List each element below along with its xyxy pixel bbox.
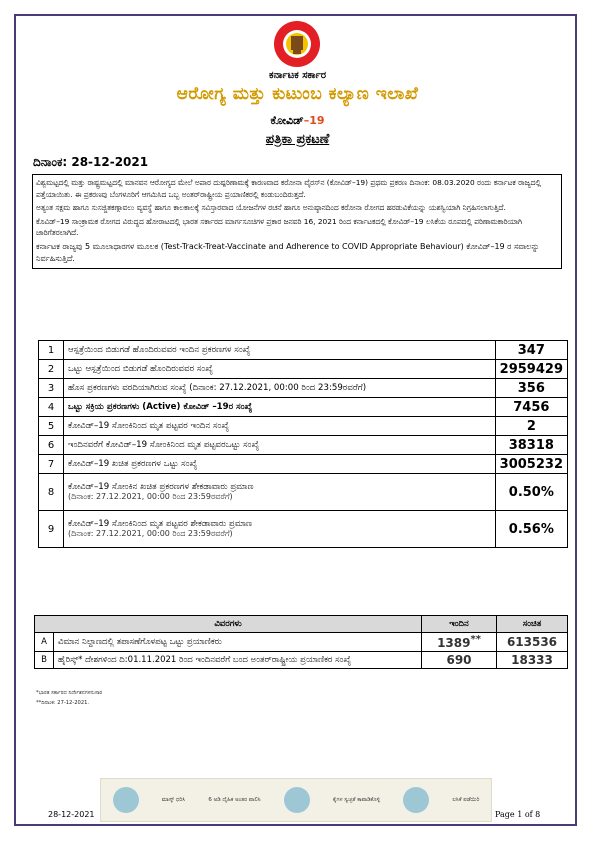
row-number: 5: [39, 417, 64, 436]
row-letter: B: [35, 652, 54, 669]
table-row: [39, 511, 568, 548]
row-letter: A: [35, 633, 54, 652]
row-number: 2: [39, 360, 64, 379]
row-description: ಕೋವಿಡ್–19 ಖಚಿತ ಪ್ರಕರಣಗಳ ಒಟ್ಟು ಸಂಖ್ಯೆ: [64, 455, 496, 474]
row-description: ಆಸ್ಪತ್ರೆಯಿಂದ ಬಿಡುಗಡೆ ಹೊಂದಿರುವವರ ಇಂದಿನ ಪ್ರಕರಣಗಳ ಸಂಖ್ಯೆ: [64, 341, 496, 360]
banner-item: 6 ಅಡಿ ದೈಹಿಕ ಅಂತರ ಪಾಲಿಸಿ: [208, 796, 261, 803]
mask-icon: [113, 787, 139, 813]
row-value: 7456: [495, 398, 567, 417]
covid-guidelines-banner: [100, 778, 492, 822]
header-cumulative: ಸಂಚಿತ: [497, 616, 568, 633]
today-mark: **: [470, 634, 481, 645]
row-value: 38318: [495, 436, 567, 455]
table-row: [35, 633, 568, 652]
page-number: Page 1 of 8: [495, 810, 541, 819]
row-description: ಹೊಸ ಪ್ರಕರಣಗಳು ವರದಿಯಾಗಿರುವ ಸಂಖ್ಯೆ (ದಿನಾಂಕ: 27.12.2021, 00:00 ರಿಂದ 23:59ರವರೆಗೆ): [64, 379, 496, 398]
row-description: [64, 474, 496, 511]
table-header-row: [35, 616, 568, 633]
row-description: ಹೈರಿಸ್ಕ್* ದೇಶಗಳಿಂದ ದಿ:01.11.2021 ರಿಂದ ಇಂದಿನವರೆಗೆ ಬಂದ ಅಂತರ್‌ರಾಷ್ಟ್ರೀಯ ಪ್ರಯಾಣಿಕರ ಸಂಖ್ಯೆ: [54, 652, 422, 669]
row-description: ಒಟ್ಟು ಸಕ್ರಿಯ ಪ್ರಕರಣಗಳು (Active) ಕೋವಿಡ್ –19ರ ಸಂಖ್ಯೆ: [64, 398, 496, 417]
table-row: [39, 417, 568, 436]
table-row: [39, 398, 568, 417]
press-release-title: ಪತ್ರಿಕಾ ಪ್ರಕಟಣೆ: [265, 132, 330, 147]
banner-item: ಕೈಗಳ ಸ್ವಚ್ಛತೆ ಕಾಪಾಡಿಕೊಳ್ಳಿ: [332, 796, 381, 803]
covid-number: –19: [303, 114, 325, 127]
karnataka-emblem-icon: [273, 20, 321, 68]
table-row: [39, 436, 568, 455]
table-row: [35, 652, 568, 669]
row-value: 2959429: [495, 360, 567, 379]
row-number: 3: [39, 379, 64, 398]
row-number: 4: [39, 398, 64, 417]
government-name: ಕರ್ನಾಟಕ ಸರ್ಕಾರ: [268, 70, 327, 81]
covid-heading: [0, 114, 595, 128]
row-description: ಒಟ್ಟು ಆಸ್ಪತ್ರೆಯಿಂದ ಬಿಡುಗಡೆ ಹೊಂದಿರುವವರ ಸಂಖ್ಯೆ: [64, 360, 496, 379]
row-cumulative: 613536: [497, 633, 568, 652]
header-today: ಇಂದಿನ: [422, 616, 497, 633]
release-date: ದಿನಾಂಕ: 28-12-2021: [33, 155, 149, 169]
table-row: [39, 360, 568, 379]
footnote: **ದಿನಾಂಕ: 27-12-2021.: [36, 700, 90, 706]
row-value: 356: [495, 379, 567, 398]
intro-paragraph: ವಿಶ್ವಮಟ್ಟದಲ್ಲಿ ಮತ್ತು ರಾಷ್ಟ್ರಮಟ್ಟದಲ್ಲಿ ಮಾನವನ ಆರೋಗ್ಯದ ಮೇಲೆ ಅಪಾರ ದುಷ್ಪರಿಣಾಮಕ್ಕೆ ಕಾರಣವಾದ ಕರೋನಾ ವೈರಸ್‌ನ (ಕೋವಿಡ್–19) ಪ್ರಥಮ ಪ್ರಕರಣ ದಿನಾಂಕ: 08.03.2020 ರಂದು ಕರ್ನಾಟಕ ರಾಜ್ಯದಲ್ಲಿ ಪತ್ತೆಯಾಯಿತು. ಈ ಪ್ರಕರಣವು ಬೆಂಗಳೂರಿಗೆ ಆಗಮಿಸಿದ ಒಬ್ಬ ಅಂತರ್‌ರಾಷ್ಟ್ರೀಯ ಪ್ರಯಾಣಿಕರಲ್ಲಿ ಕಂಡುಬಂದಿರುತ್ತದೆ.: [36, 178, 541, 199]
intro-box: [32, 174, 562, 269]
row-description: ಕೋವಿಡ್–19 ಸೋಂಕಿನಿಂದ ಮೃತ ಪಟ್ಟವರ ಇಂದಿನ ಸಂಖ್ಯೆ: [64, 417, 496, 436]
footnote: *ಭಾರತ ಸರ್ಕಾರದ ನಿರ್ದೇಶನಗಳನುಸಾರ: [36, 690, 103, 696]
banner-item: ಲಸಿಕೆ ಪಡೆಯಿರಿ: [452, 796, 480, 803]
today-value: 1389: [437, 636, 471, 650]
row-value: 0.56%: [495, 511, 567, 548]
header-details: ವಿವರಗಳು: [35, 616, 422, 633]
intro-paragraph: ಕರ್ನಾಟಕ ರಾಜ್ಯವು 5 ಮೂಲಾಧಾರಗಳ ಮೂಲಕ (Test-Track-Treat-Vaccinate and Adherence to COVID Appropriate Behaviour) ಕೋವಿಡ್–19 ರ ಸವಾಲನ್ನು ನಿರ್ವಹಿಸುತ್ತಿದೆ.: [36, 241, 540, 263]
row-value: 0.50%: [495, 474, 567, 511]
row-number: 7: [39, 455, 64, 474]
row-value: 2: [495, 417, 567, 436]
table-row: [39, 455, 568, 474]
row-description-main: ಕೋವಿಡ್–19 ಸೋಂಕಿನಿಂದ ಮೃತ ಪಟ್ಟವರ ಶೇಕಡಾವಾರು ಪ್ರಮಾಣ: [68, 519, 253, 529]
table-row: [39, 341, 568, 360]
row-cumulative: 18333: [497, 652, 568, 669]
covid-stats-table: [38, 340, 568, 548]
department-title: ಆರೋಗ್ಯ ಮತ್ತು ಕುಟುಂಬ ಕಲ್ಯಾಣ ಇಲಾಖೆ: [176, 84, 419, 104]
row-description-sub: (ದಿನಾಂಕ: 27.12.2021, 00:00 ರಿಂದ 23:59ರವರೆಗೆ): [68, 529, 233, 538]
row-description: ಇಂದಿನವರೆಗೆ ಕೋವಿಡ್–19 ಸೋಂಕಿನಿಂದ ಮೃತ ಪಟ್ಟವರಒಟ್ಟು ಸಂಖ್ಯೆ: [64, 436, 496, 455]
table-row: [39, 379, 568, 398]
covid-label: ಕೋವಿಡ್: [270, 114, 304, 127]
footer-date: 28-12-2021: [48, 810, 95, 819]
row-value: 347: [495, 341, 567, 360]
row-today: 690: [422, 652, 497, 669]
row-number: 9: [39, 511, 64, 548]
row-number: 1: [39, 341, 64, 360]
row-description-sub: (ದಿನಾಂಕ: 27.12.2021, 00:00 ರಿಂದ 23:59ರವರೆಗೆ): [68, 492, 233, 501]
banner-item: ಮಾಸ್ಕ್ ಧರಿಸಿ: [161, 796, 186, 803]
row-number: 8: [39, 474, 64, 511]
row-value: 3005232: [495, 455, 567, 474]
row-today: [422, 633, 497, 652]
row-number: 6: [39, 436, 64, 455]
row-description-main: ಕೋವಿಡ್–19 ಸೋಂಕಿನ ಖಚಿತ ಪ್ರಕರಣಗಳ ಶೇಕಡಾವಾರು ಪ್ರಮಾಣ: [68, 482, 254, 492]
row-description: ವಿಮಾನ ನಿಲ್ದಾಣದಲ್ಲಿ ತಪಾಸಣೆಗೊಳಪಟ್ಟ ಒಟ್ಟು ಪ್ರಯಾಣಿಕರು: [54, 633, 422, 652]
row-description: [64, 511, 496, 548]
travel-table: [34, 615, 568, 669]
intro-paragraph: ಕೊವಿಡ್–19 ಸಾಂಕ್ರಾಮಕ ರೋಗದ ವಿರುದ್ಧದ ಹೋರಾಟದಲ್ಲಿ ಭಾರತ ಸರ್ಕಾರದ ಮಾರ್ಗಸೂಚಿಗಳ ಪ್ರಕಾರ ಜನವರಿ 16, 2021 ರಿಂದ ಕರ್ನಾಟಕದಲ್ಲಿ ಕೋವಿಡ್–19 ಲಸಿಕೆಯ ರೂಪದಲ್ಲಿ ಪರಿಣಾಮಕಾರಿಯಾಗಿ ಜಾರಿಗೆತರಲಾಗಿದೆ.: [36, 216, 523, 238]
table-row: [39, 474, 568, 511]
handwash-icon: [284, 787, 310, 813]
intro-paragraph: ಅತ್ಯಂತ ಸಕ್ಷಮ ಹಾಗೂ ಸುಸಜ್ಜಿತಕಣ್ಗಾವಲು ವ್ಯವಸ್ಥೆ ಹಾಗೂ ಕಾಲಕಾಲಕ್ಕೆ ಸವಿಸ್ತಾರವಾದ ಯೋಜನೆಗಳ ರಚನೆ ಹಾಗೂ ಅನುಷ್ಠಾನದಿಂದ ಕರೋನಾ ರೋಗದ ಹರಡುವಿಕೆಯನ್ನು ಯಶಸ್ವಿಯಾಗಿ ನಿಗ್ರಹಿಸಲಾಗುತ್ತಿದೆ.: [36, 203, 506, 213]
vaccine-icon: [403, 787, 429, 813]
